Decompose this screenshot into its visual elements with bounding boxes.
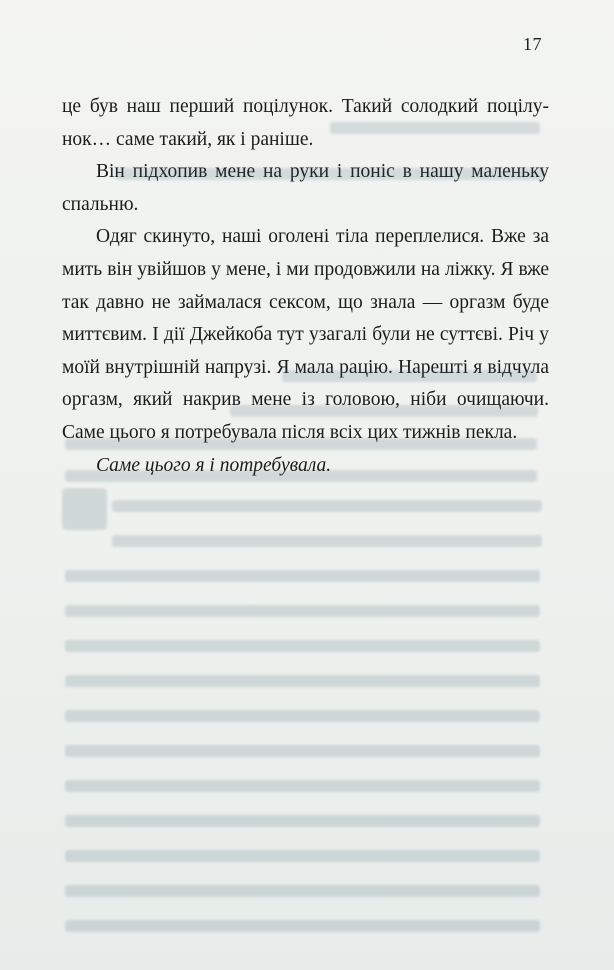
main-text: [62, 91, 549, 482]
paragraph-2: Він підхопив мене на руки і поніс в нашу маленьку спальню.: [62, 161, 549, 215]
page-number: 17: [523, 34, 542, 54]
paragraph-3: Одяг скинуто, наші оголені тіла переплелися. Вже за мить він увійшов у мене, і ми продовжили на ліжку. Я вже так давно не займалася сексом, що знала — оргазм буде миттєвим. І дії Джейкоба тут узагалі були не суттєві. Річ у моїй внутрішній напрузі. Я мала рацію. Нарешті я відчула оргазм, який накрив мене із головою, ніби очищаючи. Саме цього я потребувала після всіх цих тижнів пекла.: [62, 226, 549, 443]
closing-italic-line: Саме цього я і потребувала.: [96, 454, 332, 476]
paragraph-1: це був наш перший поцілунок. Такий солодкий поцілунок… саме такий, як і раніше.: [62, 96, 549, 150]
